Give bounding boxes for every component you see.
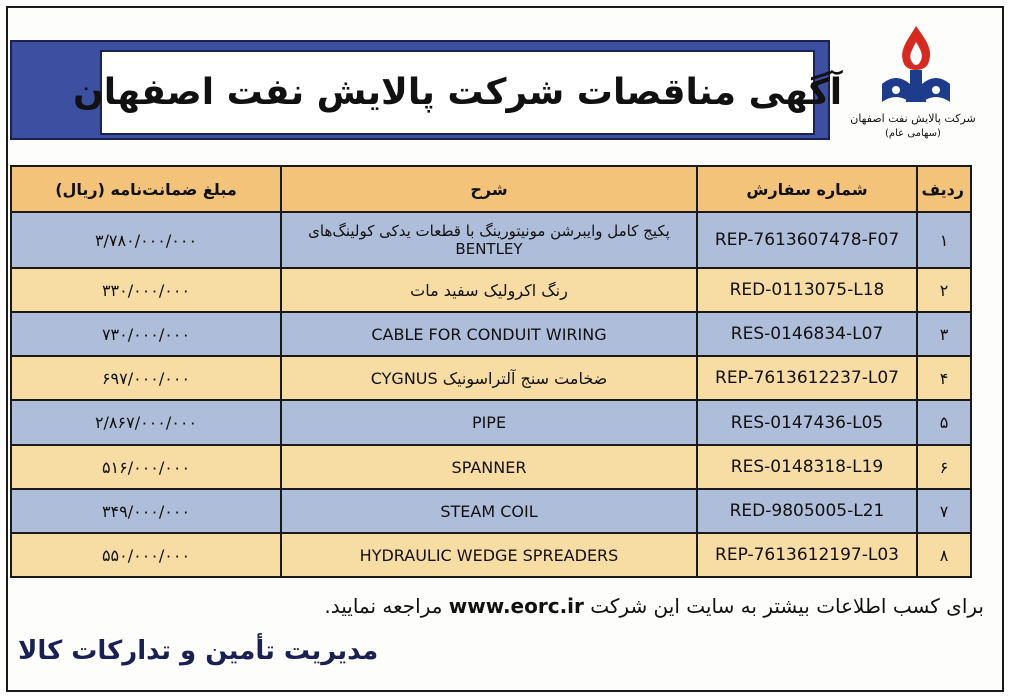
refinery-logo-icon (876, 22, 956, 112)
order-number: REP-7613612237-L07 (697, 356, 917, 400)
header-order-number: شماره سفارش (697, 166, 917, 212)
guarantee-amount: ۵۱۶/۰۰۰/۰۰۰ (11, 445, 281, 489)
table-row (11, 312, 971, 356)
row-number: ۶ (917, 445, 971, 489)
order-number: RED-9805005-L21 (697, 489, 917, 533)
row-number: ۴ (917, 356, 971, 400)
table-row (11, 445, 971, 489)
guarantee-amount: ۵۵۰/۰۰۰/۰۰۰ (11, 533, 281, 577)
guarantee-amount: ۷۳۰/۰۰۰/۰۰۰ (11, 312, 281, 356)
notice-title: آگهی مناقصات شرکت پالایش نفت اصفهان (72, 72, 843, 113)
table-row (11, 533, 971, 577)
table-row (11, 356, 971, 400)
order-number: RED-0113075-L18 (697, 268, 917, 312)
header-description: شرح (281, 166, 697, 212)
item-description: رنگ اکرولیک سفید مات (281, 268, 697, 312)
footer-prefix: برای کسب اطلاعات بیشتر به سایت این شرکت (590, 594, 984, 618)
row-number: ۸ (917, 533, 971, 577)
row-number: ۱ (917, 212, 971, 268)
item-description: SPANNER (281, 445, 697, 489)
guarantee-amount: ۳۴۹/۰۰۰/۰۰۰ (11, 489, 281, 533)
footer-suffix: مراجعه نمایید. (324, 594, 443, 618)
company-logo (838, 12, 996, 157)
department-signature: مدیریت تأمین و تدارکات کالا (18, 636, 379, 666)
table-row (11, 489, 971, 533)
guarantee-amount: ۲/۸۶۷/۰۰۰/۰۰۰ (11, 400, 281, 445)
item-description: STEAM COIL (281, 489, 697, 533)
order-number: REP-7613607478-F07 (697, 212, 917, 268)
order-number: RES-0148318-L19 (697, 445, 917, 489)
row-number: ۵ (917, 400, 971, 445)
tender-table (10, 165, 972, 578)
company-website-link[interactable]: www.eorc.ir (448, 594, 584, 618)
order-number: RES-0146834-L07 (697, 312, 917, 356)
order-number: REP-7613612197-L03 (697, 533, 917, 577)
item-description: HYDRAULIC WEDGE SPREADERS (281, 533, 697, 577)
header-guarantee-amount: مبلغ ضمانت‌نامه (ریال) (11, 166, 281, 212)
table-row (11, 268, 971, 312)
item-description: ضخامت سنج آلتراسونیک CYGNUS (281, 356, 697, 400)
row-number: ۲ (917, 268, 971, 312)
footer-info (324, 594, 984, 618)
row-number: ۳ (917, 312, 971, 356)
item-description: PIPE (281, 400, 697, 445)
item-description: CABLE FOR CONDUIT WIRING (281, 312, 697, 356)
guarantee-amount: ۳/۷۸۰/۰۰۰/۰۰۰ (11, 212, 281, 268)
table-row (11, 212, 971, 268)
title-box (72, 50, 843, 135)
header-row-number: ردیف (917, 166, 971, 212)
table-header-row (11, 166, 971, 212)
item-description: پکیج کامل وایبرشن مونیتورینگ با قطعات یدکی کولینگ‌های BENTLEY (281, 212, 697, 268)
row-number: ۷ (917, 489, 971, 533)
order-number: RES-0147436-L05 (697, 400, 917, 445)
table-row (11, 400, 971, 445)
guarantee-amount: ۳۳۰/۰۰۰/۰۰۰ (11, 268, 281, 312)
logo-company-name: شرکت پالایش نفت اصفهان (850, 112, 976, 125)
logo-company-type: (سهامی عام) (885, 128, 941, 139)
guarantee-amount: ۶۹۷/۰۰۰/۰۰۰ (11, 356, 281, 400)
